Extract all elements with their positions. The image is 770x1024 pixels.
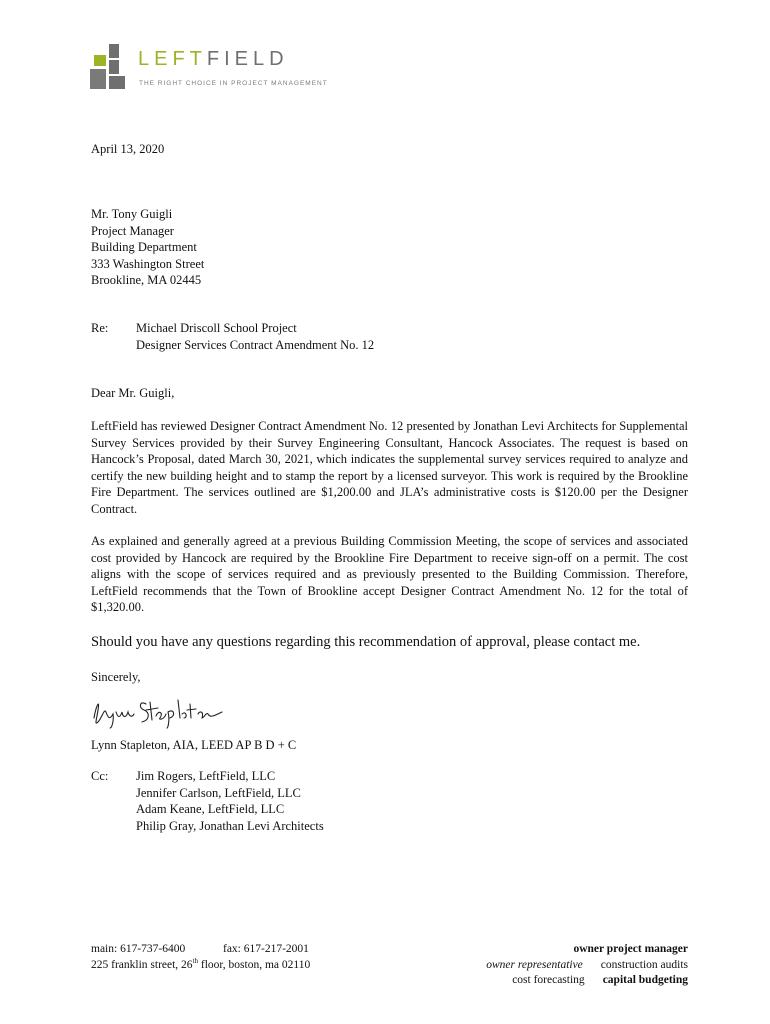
subject-line: Michael Driscoll School Project — [136, 321, 297, 335]
service-item: owner project manager — [573, 943, 688, 955]
cc-item: Jim Rogers, LeftField, LLC — [136, 769, 276, 783]
cc-label: Cc: — [91, 769, 109, 783]
cc-item: Philip Gray, Jonathan Levi Architects — [136, 818, 324, 833]
recipient-line: Building Department — [91, 240, 197, 254]
recipient-line: 333 Washington Street — [91, 256, 205, 271]
footer-contact — [91, 942, 310, 973]
recipient-line: Brookline, MA 02445 — [91, 273, 202, 287]
recipient-line: Mr. Tony Guigli — [91, 207, 173, 221]
signer-name: Lynn Stapleton, AIA, LEED AP B D + C — [91, 738, 297, 752]
footer-services — [486, 942, 688, 989]
cc-item: Jennifer Carlson, LeftField, LLC — [136, 785, 301, 800]
letter-date: April 13, 2020 — [91, 142, 165, 156]
main-phone: main: 617-737-6400 — [91, 943, 186, 955]
leftfield-logo — [90, 44, 350, 94]
subject-lines — [136, 320, 374, 353]
salutation: Dear Mr. Guigli, — [91, 386, 175, 400]
service-item: cost forecasting — [512, 974, 585, 986]
fax-number: fax: 617-217-2001 — [223, 943, 309, 955]
service-item: construction audits — [600, 958, 688, 971]
logo-tagline: THE RIGHT CHOICE IN PROJECT MANAGEMENT — [139, 80, 328, 87]
body-paragraph-2: As explained and generally agreed at a previous Building Commission Meeting, the scope of services and associated cost provided by Hancock are required by the Brookline Fire Department to receive sign-off on a permit. The cost aligns with the scope of services required and as previously presented to the Building Commission. Therefore, LeftField recommends that the Town of Brookline accept Designer Contract Amendment No. 12 for the total of $1,320.00. — [91, 534, 688, 614]
closing: Sincerely, — [91, 670, 141, 684]
cc-list — [136, 768, 324, 834]
logo-mark-icon — [90, 44, 130, 92]
subject-line: Designer Services Contract Amendment No. 12 — [136, 337, 375, 352]
cc-item: Adam Keane, LeftField, LLC — [136, 802, 285, 816]
footer-address: 225 franklin street, 26th floor, boston, ma 02110 — [91, 956, 311, 971]
re-label: Re: — [91, 321, 109, 335]
recipient-line: Project Manager — [91, 223, 174, 238]
service-item: capital budgeting — [602, 974, 688, 986]
body-paragraph-3: Should you have any questions regarding this recommendation of approval, please contact me. — [91, 634, 641, 650]
signature-image — [88, 690, 228, 730]
recipient-address — [91, 206, 204, 289]
service-item: owner representative — [486, 958, 583, 971]
logo-wordmark: LEFTFIELD — [138, 48, 289, 70]
body-paragraph-1: LeftField has reviewed Designer Contract Amendment No. 12 presented by Jonathan Levi Architects for Supplemental Survey Services provided by their Survey Engineering Consultant, Hancock Associates. The request is based on Hancock’s Proposal, dated March 30, 2021, which indicates the supplemental survey services required to analyze and certify the new building height and to stamp the report by a licensed surveyor. This work is required by the Brookline Fire Department. The services outlined are $1,200.00 and JLA’s administrative costs is $120.00 per the Designer Contract. — [91, 419, 688, 516]
